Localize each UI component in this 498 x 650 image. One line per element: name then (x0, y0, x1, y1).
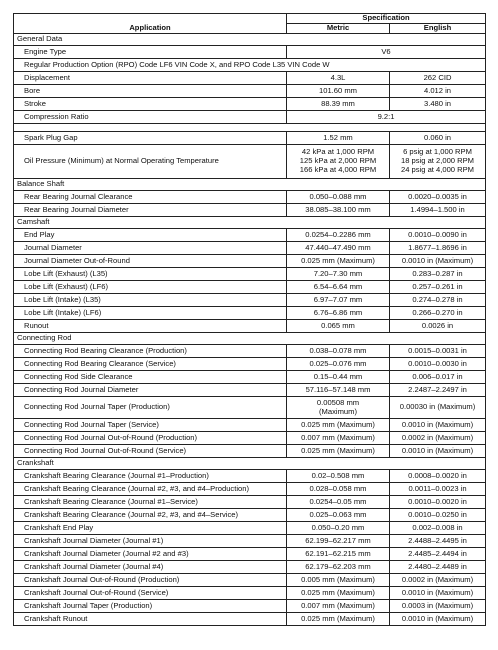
table-row (14, 229, 486, 242)
english-value: 0.0008–0.0020 in (390, 470, 486, 483)
english-value: 0.0010 in (Maximum) (390, 445, 486, 458)
row-label: Crankshaft Bearing Clearance (Journal #1–Production) (14, 470, 287, 483)
english-line: 6 psig at 1,000 RPM (403, 147, 472, 157)
metric-value: 6.54–6.64 mm (287, 281, 390, 294)
table-row (14, 397, 486, 419)
row-label: Crankshaft Bearing Clearance (Journal #2, #3, and #4–Service) (14, 509, 287, 522)
section-title-balance-shaft: Balance Shaft (14, 179, 486, 191)
table-row (14, 145, 486, 179)
table-row (14, 307, 486, 320)
row-label: Connecting Rod Journal Out-of-Round (Service) (14, 445, 287, 458)
table-row (14, 320, 486, 333)
table-row (14, 132, 486, 145)
metric-value: 0.025 mm (Maximum) (287, 613, 390, 626)
table-row (14, 432, 486, 445)
metric-value (287, 145, 390, 179)
english-line: 24 psig at 4,000 RPM (400, 164, 475, 174)
metric-line: 125 kPa at 2,000 RPM (299, 156, 377, 166)
english-value: 0.0010 in (Maximum) (390, 613, 486, 626)
metric-value: 0.028–0.058 mm (287, 483, 390, 496)
metric-value: 0.025 mm (Maximum) (287, 587, 390, 600)
row-label: Rear Bearing Journal Diameter (14, 204, 287, 217)
section-row-connecting-rod (14, 333, 486, 345)
row-label: Connecting Rod Journal Diameter (14, 384, 287, 397)
row-label: Runout (14, 320, 287, 333)
table-row (14, 587, 486, 600)
english-value: 2.2487–2.2497 in (390, 384, 486, 397)
metric-header: Metric (287, 24, 390, 34)
row-label: Crankshaft Journal Out-of-Round (Service) (14, 587, 287, 600)
table-row (14, 535, 486, 548)
table-row (14, 268, 486, 281)
table-row (14, 561, 486, 574)
table-row (14, 111, 486, 124)
table-row (14, 59, 486, 72)
row-label: Connecting Rod Bearing Clearance (Service) (14, 358, 287, 371)
row-label: Compression Ratio (14, 111, 287, 124)
section-title-connecting-rod: Connecting Rod (14, 333, 486, 345)
row-label: Stroke (14, 98, 287, 111)
english-value: 0.0010 in (Maximum) (390, 419, 486, 432)
row-label: Lobe Lift (Exhaust) (L35) (14, 268, 287, 281)
row-label: Connecting Rod Journal Taper (Production) (14, 397, 287, 419)
metric-value: 62.191–62.215 mm (287, 548, 390, 561)
row-label: Engine Type (14, 46, 287, 59)
metric-value: 0.050–0.20 mm (287, 522, 390, 535)
table-row (14, 574, 486, 587)
english-value: 0.0003 in (Maximum) (390, 600, 486, 613)
row-label: Crankshaft Journal Out-of-Round (Production) (14, 574, 287, 587)
english-value: 0.283–0.287 in (390, 268, 486, 281)
table-row (14, 191, 486, 204)
application-header: Application (14, 14, 287, 34)
english-value: 0.060 in (390, 132, 486, 145)
english-value: 0.0015–0.0031 in (390, 345, 486, 358)
english-value: 0.0011–0.0023 in (390, 483, 486, 496)
metric-value: 0.025 mm (Maximum) (287, 419, 390, 432)
table-row (14, 204, 486, 217)
metric-value: 7.20–7.30 mm (287, 268, 390, 281)
metric-value: 0.15–0.44 mm (287, 371, 390, 384)
row-label: Lobe Lift (Intake) (L35) (14, 294, 287, 307)
metric-value: 0.0254–0.2286 mm (287, 229, 390, 242)
row-label: Connecting Rod Journal Taper (Service) (14, 419, 287, 432)
row-label: Connecting Rod Journal Out-of-Round (Production) (14, 432, 287, 445)
table-row (14, 384, 486, 397)
metric-value: 0.007 mm (Maximum) (287, 432, 390, 445)
english-value: 4.012 in (390, 85, 486, 98)
english-value: 0.0010–0.0020 in (390, 496, 486, 509)
metric-line: 0.00508 mm (316, 397, 360, 407)
row-label: Displacement (14, 72, 287, 85)
english-value: 0.0010–0.0090 in (390, 229, 486, 242)
english-value: 0.002–0.008 in (390, 522, 486, 535)
table-row (14, 46, 486, 59)
english-value: 0.257–0.261 in (390, 281, 486, 294)
row-label: Rear Bearing Journal Clearance (14, 191, 287, 204)
table-row (14, 509, 486, 522)
row-label: Crankshaft Bearing Clearance (Journal #1–Service) (14, 496, 287, 509)
english-value: 0.0002 in (Maximum) (390, 432, 486, 445)
row-label: Connecting Rod Side Clearance (14, 371, 287, 384)
english-line: 18 psig at 2,000 RPM (400, 156, 475, 166)
row-label: Lobe Lift (Exhaust) (LF6) (14, 281, 287, 294)
table-row (14, 242, 486, 255)
english-value: 0.266–0.270 in (390, 307, 486, 320)
row-label: Journal Diameter (14, 242, 287, 255)
section-row-balance-shaft (14, 179, 486, 191)
section-title-camshaft: Camshaft (14, 217, 486, 229)
metric-value: 0.025–0.063 mm (287, 509, 390, 522)
metric-value: 0.025 mm (Maximum) (287, 255, 390, 268)
row-label: Connecting Rod Bearing Clearance (Production) (14, 345, 287, 358)
metric-value: 0.065 mm (287, 320, 390, 333)
section-title-crankshaft: Crankshaft (14, 458, 486, 470)
metric-line: 42 kPa at 1,000 RPM (301, 147, 375, 157)
row-label: Oil Pressure (Minimum) at Normal Operating Temperature (14, 145, 287, 179)
row-value: V6 (287, 46, 486, 59)
table-row (14, 600, 486, 613)
english-value: 1.4994–1.500 in (390, 204, 486, 217)
metric-value: 88.39 mm (287, 98, 390, 111)
row-label: Spark Plug Gap (14, 132, 287, 145)
metric-value: 62.179–62.203 mm (287, 561, 390, 574)
table-row (14, 72, 486, 85)
table-row (14, 613, 486, 626)
row-label: End Play (14, 229, 287, 242)
english-value: 0.0010 in (Maximum) (390, 255, 486, 268)
english-value: 2.4488–2.4495 in (390, 535, 486, 548)
metric-value: 0.02–0.508 mm (287, 470, 390, 483)
specification-header: Specification (287, 14, 486, 24)
metric-value: 6.97–7.07 mm (287, 294, 390, 307)
section-row-crankshaft (14, 458, 486, 470)
metric-value: 0.0254–0.05 mm (287, 496, 390, 509)
section-row-camshaft (14, 217, 486, 229)
row-value: 9.2:1 (287, 111, 486, 124)
table-row (14, 345, 486, 358)
table-row (14, 548, 486, 561)
specification-table (13, 13, 486, 626)
metric-value: 101.60 mm (287, 85, 390, 98)
english-value: 1.8677–1.8696 in (390, 242, 486, 255)
row-label: Crankshaft Journal Diameter (Journal #4) (14, 561, 287, 574)
row-label: Lobe Lift (Intake) (LF6) (14, 307, 287, 320)
english-value: 0.0010–0.0250 in (390, 509, 486, 522)
row-label: Journal Diameter Out-of-Round (14, 255, 287, 268)
table-row (14, 98, 486, 111)
row-label: Crankshaft Journal Taper (Production) (14, 600, 287, 613)
section-title-general: General Data (14, 34, 486, 46)
metric-value: 0.050–0.088 mm (287, 191, 390, 204)
english-header: English (390, 24, 486, 34)
metric-value: 1.52 mm (287, 132, 390, 145)
metric-value: 0.025–0.076 mm (287, 358, 390, 371)
metric-value: 57.116–57.148 mm (287, 384, 390, 397)
english-value: 0.006–0.017 in (390, 371, 486, 384)
metric-value: 0.038–0.078 mm (287, 345, 390, 358)
row-label: Crankshaft Journal Diameter (Journal #1) (14, 535, 287, 548)
blank-row (14, 124, 486, 132)
table-row (14, 85, 486, 98)
table-row (14, 281, 486, 294)
english-value: 0.274–0.278 in (390, 294, 486, 307)
english-value: 262 CID (390, 72, 486, 85)
metric-value: 47.440–47.490 mm (287, 242, 390, 255)
metric-line: (Maximum) (319, 406, 357, 416)
table-row (14, 371, 486, 384)
blank-cell (14, 124, 486, 132)
row-label: Crankshaft End Play (14, 522, 287, 535)
table-row (14, 255, 486, 268)
english-value: 2.4485–2.4494 in (390, 548, 486, 561)
table-row (14, 522, 486, 535)
row-label: Crankshaft Runout (14, 613, 287, 626)
english-value: 0.0010 in (Maximum) (390, 587, 486, 600)
metric-value (287, 397, 390, 419)
table-row (14, 496, 486, 509)
english-value: 0.00030 in (Maximum) (390, 397, 486, 419)
table-row (14, 483, 486, 496)
english-value: 3.480 in (390, 98, 486, 111)
section-row-general (14, 34, 486, 46)
metric-value: 38.085–38.100 mm (287, 204, 390, 217)
table-row (14, 294, 486, 307)
table-row (14, 445, 486, 458)
english-value: 0.0002 in (Maximum) (390, 574, 486, 587)
metric-value: 0.005 mm (Maximum) (287, 574, 390, 587)
english-value: 0.0020–0.0035 in (390, 191, 486, 204)
row-label: Crankshaft Bearing Clearance (Journal #2, #3, and #4–Production) (14, 483, 287, 496)
rpo-note: Regular Production Option (RPO) Code LF6 VIN Code X, and RPO Code L35 VIN Code W (14, 59, 486, 72)
table-row (14, 470, 486, 483)
metric-value: 6.76–6.86 mm (287, 307, 390, 320)
metric-value: 0.007 mm (Maximum) (287, 600, 390, 613)
metric-value: 4.3L (287, 72, 390, 85)
header-row-1 (14, 14, 486, 24)
english-value (390, 145, 486, 179)
english-value: 0.0026 in (390, 320, 486, 333)
english-value: 0.0010–0.0030 in (390, 358, 486, 371)
row-label: Crankshaft Journal Diameter (Journal #2 and #3) (14, 548, 287, 561)
table-row (14, 358, 486, 371)
metric-value: 62.199–62.217 mm (287, 535, 390, 548)
metric-value: 0.025 mm (Maximum) (287, 445, 390, 458)
metric-line: 166 kPa at 4,000 RPM (299, 164, 377, 174)
table-row (14, 419, 486, 432)
english-value: 2.4480–2.4489 in (390, 561, 486, 574)
row-label: Bore (14, 85, 287, 98)
